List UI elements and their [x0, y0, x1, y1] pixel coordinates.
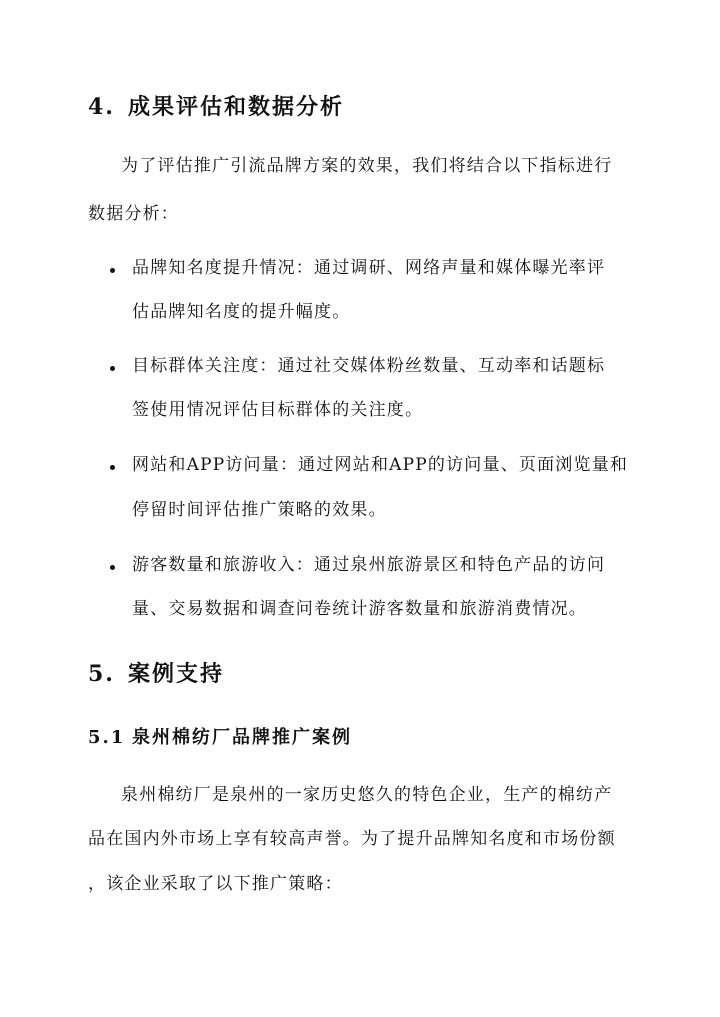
- bullet-2-line-2: 签使用情况评估目标群体的关注度。: [132, 400, 424, 420]
- bullet-dot: [110, 268, 115, 273]
- section-5-number: 5.: [88, 661, 115, 687]
- bullet-4-line-2: 量、交易数据和调查问卷统计游客数量和旅游消费情况。: [132, 599, 587, 619]
- section-5-1-title: 泉州棉纺厂品牌推广案例: [132, 727, 352, 748]
- bullet-4-line-1: 游客数量和旅游收入：通过泉州旅游景区和特色产品的访问: [132, 555, 606, 575]
- section-5-heading: [88, 657, 224, 688]
- bullet-dot: [110, 465, 115, 470]
- case-para-line-1: 泉州棉纺厂是泉州的一家历史悠久的特色企业，生产的棉纺产: [121, 785, 613, 805]
- section-4-heading: [88, 90, 344, 121]
- intro-line-2: 数据分析：: [88, 204, 179, 224]
- section-5-1-number: 5.1: [88, 727, 126, 748]
- case-para-line-2: 品在国内外市场上享有较高声誉。为了提升品牌知名度和市场份额: [88, 829, 616, 849]
- bullet-2-line-1: 目标群体关注度：通过社交媒体粉丝数量、互动率和话题标: [132, 356, 606, 376]
- bullet-dot: [110, 366, 115, 371]
- section-4-title: 成果评估和数据分析: [128, 94, 345, 120]
- section-5-title: 案例支持: [128, 661, 225, 687]
- case-para-line-3: ，该企业采取了以下推广策略：: [88, 874, 343, 894]
- bullet-3-line-2: 停留时间评估推广策略的效果。: [132, 500, 387, 520]
- section-5-1-heading: [88, 723, 352, 749]
- section-4-number: 4.: [88, 94, 115, 120]
- bullet-1-line-1: 品牌知名度提升情况：通过调研、网络声量和媒体曝光率评: [132, 258, 606, 278]
- bullet-1-line-2: 估品牌知名度的提升幅度。: [132, 302, 351, 322]
- intro-line-1: 为了评估推广引流品牌方案的效果，我们将结合以下指标进行: [121, 156, 613, 176]
- bullet-3-line-1: 网站和APP访问量：通过网站和APP的访问量、页面浏览量和: [132, 455, 629, 475]
- bullet-dot: [110, 565, 115, 570]
